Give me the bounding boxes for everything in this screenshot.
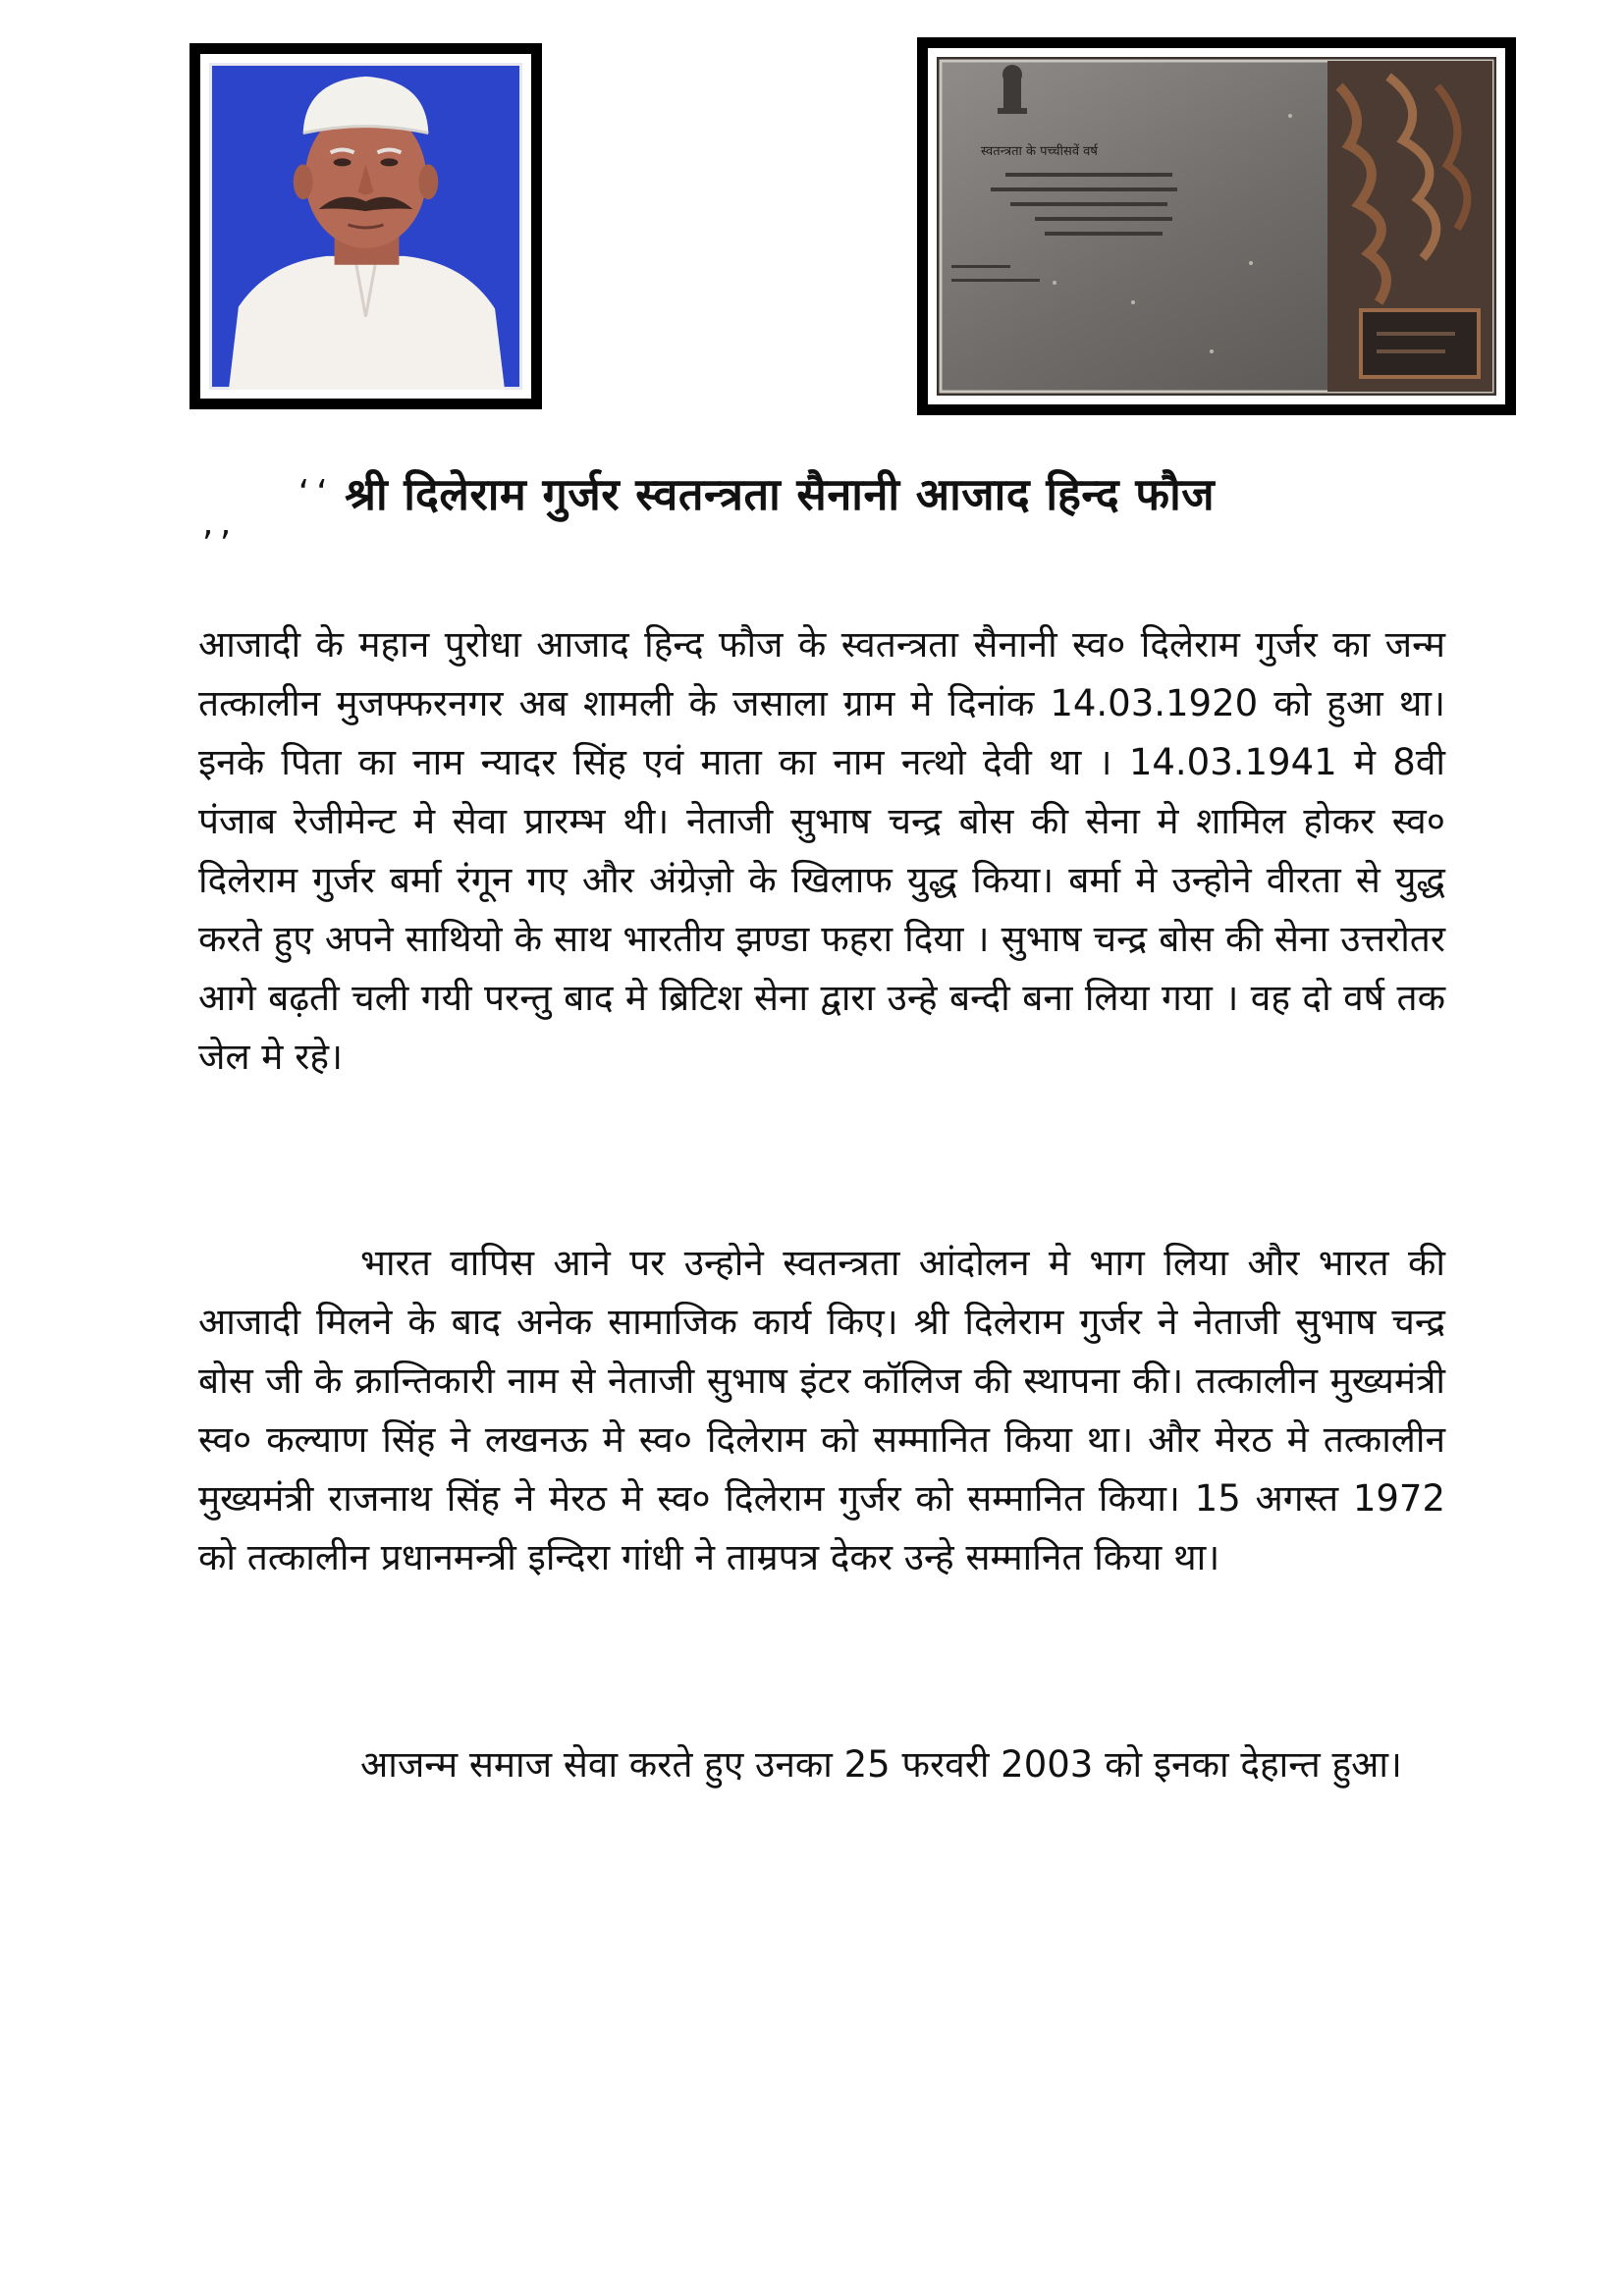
tamrapatra-plaque-photo xyxy=(937,57,1496,396)
biography-paragraph-3: आजन्म समाज सेवा करते हुए उनका 25 फरवरी 2003 को इनका देहान्त हुआ। xyxy=(360,1743,1402,1786)
page-title xyxy=(295,463,1532,523)
biography-paragraph-2: भारत वापिस आने पर उन्होने स्वतन्त्रता आंदोलन मे भाग लिया और भारत की आजादी मिलने के बाद अनेक सामाजिक कार्य किए। श्री दिलेराम गुर्जर ने नेताजी सुभाष चन्द्र बोस जी के क्रान्तिकारी नाम से नेताजी सुभाष इंटर कॉलिज की स्थापना की। तत्कालीन मुख्यमंत्री स्व० कल्याण सिंह ने लखनऊ मे स्व० दिलेराम को सम्मानित किया था। और मेरठ मे तत्कालीन मुख्यमंत्री राजनाथ सिंह ने मेरठ मे स्व० दिलेराम गुर्जर को सम्मानित किया। 15 अगस्त 1972 को तत्कालीन प्रधानमन्त्री इन्दिरा गांधी ने ताम्रपत्र देकर उन्हे सम्मानित किया था। xyxy=(198,1242,1445,1578)
title-close-quote: ’’ xyxy=(198,526,235,561)
portrait-photo xyxy=(209,63,522,390)
title-text: श्री दिलेराम गुर्जर स्वतन्त्रता सैनानी आजाद हिन्द फौज xyxy=(345,468,1216,520)
title-open-quote: ‘‘ xyxy=(295,475,332,509)
plaque-heading: स्वतन्त्रता के पच्चीसवें वर्ष xyxy=(981,144,1098,159)
biography-paragraph-1: आजादी के महान पुरोधा आजाद हिन्द फौज के स्वतन्त्रता सैनानी स्व० दिलेराम गुर्जर का जन्म तत्कालीन मुजफ्फरनगर अब शामली के जसाला ग्राम मे दिनांक 14.03.1920 को हुआ था। इनके पिता का नाम न्यादर सिंह एवं माता का नाम नत्थो देवी था । 14.03.1941 मे 8वी पंजाब रेजीमेन्ट मे सेवा प्रारम्भ थी। नेताजी सुभाष चन्द्र बोस की सेना मे शामिल होकर स्व० दिलेराम गुर्जर बर्मा रंगून गए और अंग्रेज़ो के खिलाफ युद्ध किया। बर्मा मे उन्होने वीरता से युद्ध करते हुए अपने साथियो के साथ भारतीय झण्डा फहरा दिया । सुभाष चन्द्र बोस की सेना उत्तरोतर आगे बढ़ती चली गयी परन्तु बाद मे ब्रिटिश सेना द्वारा उन्हे बन्दी बना लिया गया । वह दो वर्ष तक जेल मे रहे। xyxy=(198,623,1445,1078)
tamrapatra-plaque-frame xyxy=(917,37,1516,415)
portrait-frame xyxy=(189,43,542,409)
